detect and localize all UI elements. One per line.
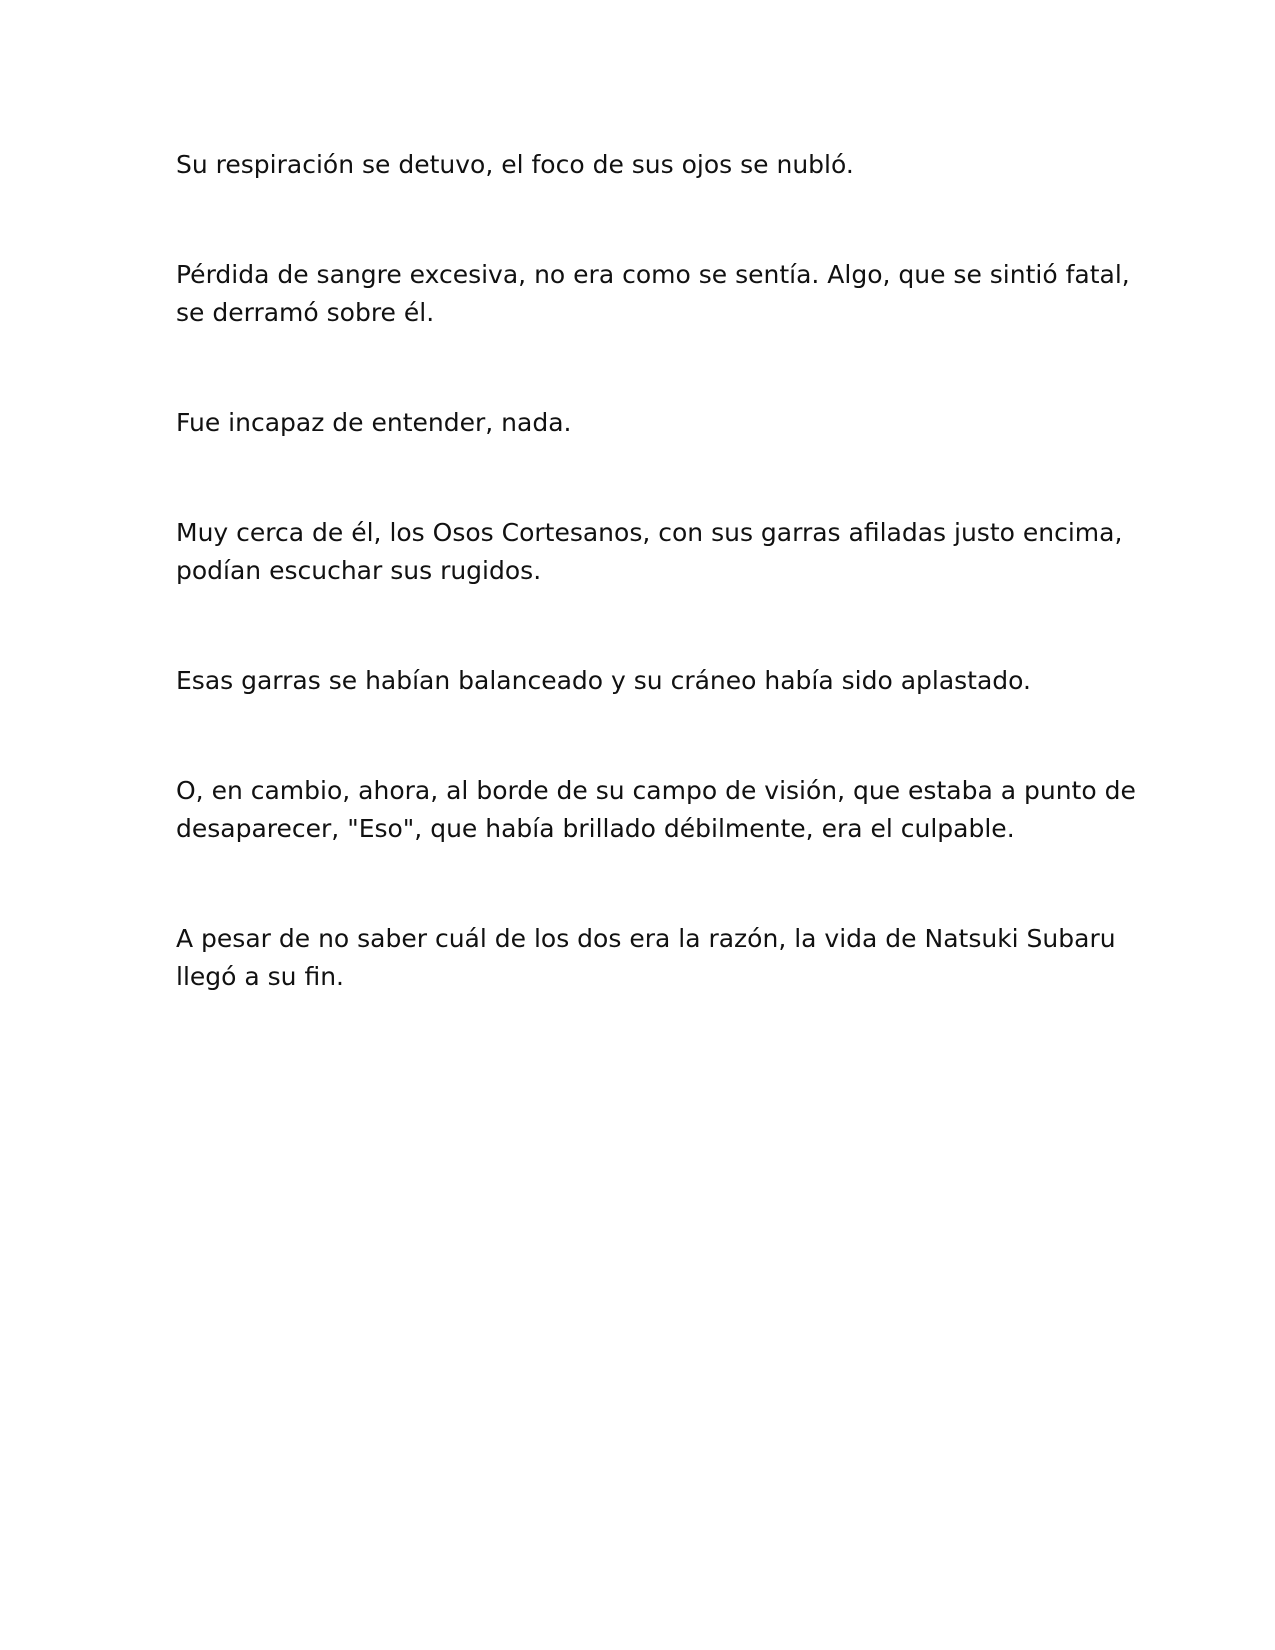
paragraph-line: Esas garras se habían balanceado y su cráneo había sido aplastado. xyxy=(176,666,1031,695)
paragraph-7 xyxy=(176,920,1116,996)
paragraph-4 xyxy=(176,514,1123,590)
paragraph-line: podían escuchar sus rugidos. xyxy=(176,556,542,585)
paragraph-line: Su respiración se detuvo, el foco de sus ojos se nubló. xyxy=(176,150,854,179)
paragraph-3 xyxy=(176,404,1106,442)
paragraph-line: desaparecer, "Eso", que había brillado débilmente, era el culpable. xyxy=(176,814,1015,843)
paragraph-line: Pérdida de sangre excesiva, no era como se sentía. Algo, que se sintió fatal, xyxy=(176,260,1130,289)
paragraph-1 xyxy=(176,146,1106,184)
paragraph-line: se derramó sobre él. xyxy=(176,298,435,327)
paragraph-line: A pesar de no saber cuál de los dos era la razón, la vida de Natsuki Subaru xyxy=(176,924,1116,953)
paragraph-line: O, en cambio, ahora, al borde de su campo de visión, que estaba a punto de xyxy=(176,776,1136,805)
paragraph-6 xyxy=(176,772,1136,848)
paragraph-line: llegó a su fin. xyxy=(176,962,345,991)
paragraph-2 xyxy=(176,256,1130,332)
document-body xyxy=(176,146,1136,1068)
paragraph-line: Fue incapaz de entender, nada. xyxy=(176,408,572,437)
paragraph-line: Muy cerca de él, los Osos Cortesanos, con sus garras afiladas justo encima, xyxy=(176,518,1123,547)
paragraph-5 xyxy=(176,662,1106,700)
